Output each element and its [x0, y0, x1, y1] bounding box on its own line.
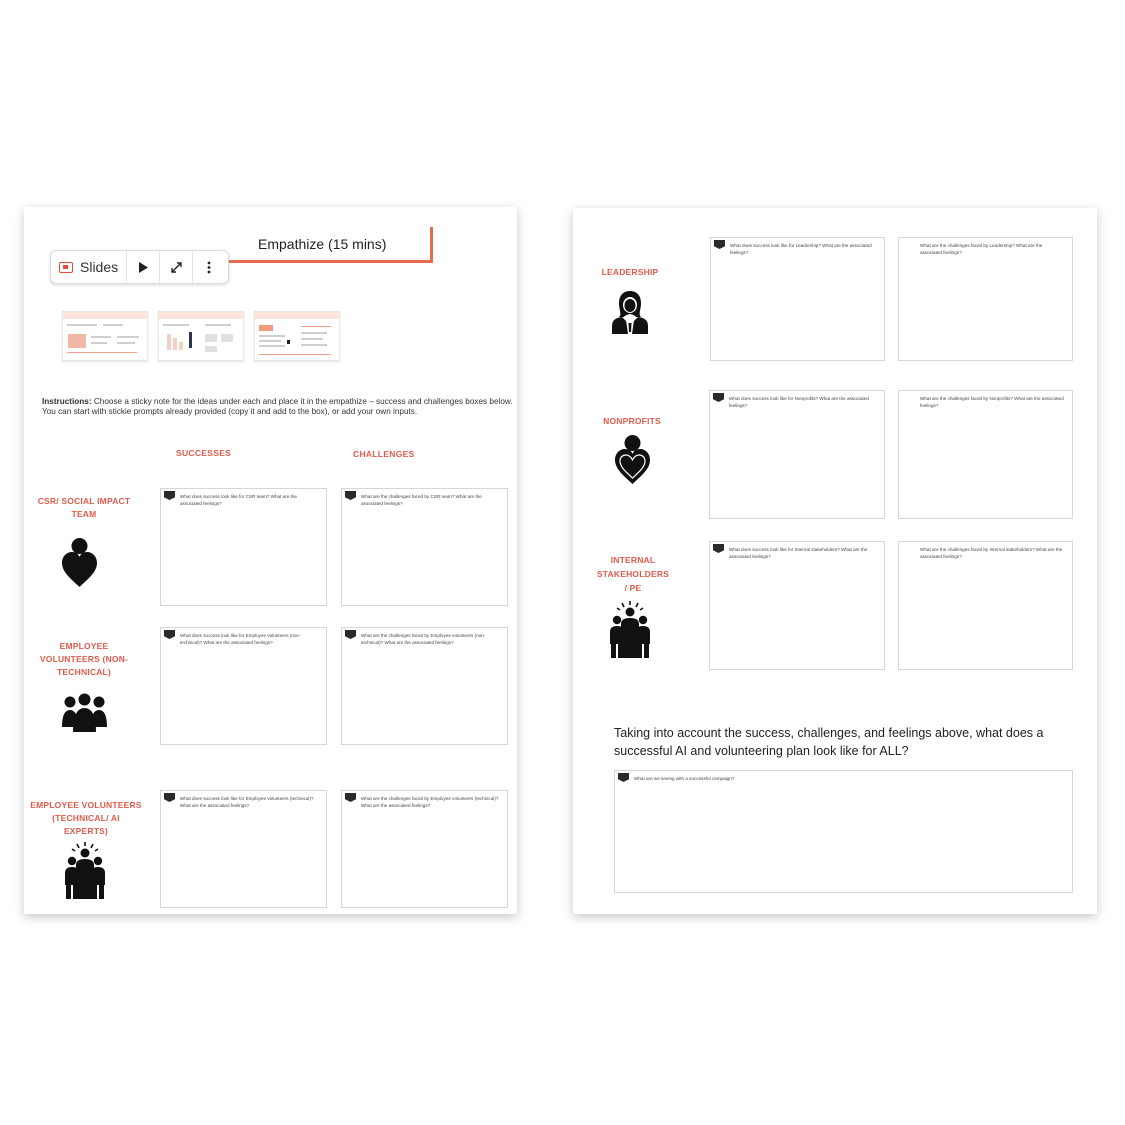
slide-thumbnail-2[interactable] [158, 311, 244, 361]
leader-icon [611, 290, 649, 335]
slides-label: Slides [80, 259, 119, 275]
row-label-nonprofits: NONPROFITS [603, 416, 661, 426]
more-button[interactable] [193, 251, 225, 283]
section-title: Empathize (15 mins) [258, 236, 387, 252]
section-title-box [220, 227, 433, 263]
team-idea-icon [608, 600, 652, 659]
sticky-prompt: What does success look like for Leadership? What are the associated feelings? [730, 243, 872, 255]
sticky-flag-icon [713, 544, 724, 553]
employee-tech-success-box[interactable] [160, 790, 327, 908]
sticky-prompt: What are the challenges faced by Nonprofits? What are the associated feelings? [920, 396, 1064, 408]
row-label-employee-tech: EMPLOYEE VOLUNTEERS (TECHNICAL/ AI EXPERTS) [30, 800, 142, 836]
team-idea-icon [63, 841, 107, 900]
row-label-csr: CSR/ SOCIAL IMPACT TEAM [37, 496, 131, 519]
row-label-internal-stakeholders: INTERNAL STAKEHOLDERS / PE [596, 555, 670, 593]
employee-nontech-success-box[interactable] [160, 627, 327, 745]
instructions-body: Choose a sticky note for the ideas under each and place it in the empathize – success and challenges boxes below. You can start with stickie prompts already provided (copy it and add to the box), or add your own inputs. [42, 397, 513, 416]
sticky-flag-icon [618, 773, 629, 782]
heart-person-icon [614, 434, 651, 485]
expand-icon [170, 261, 183, 274]
sticky-prompt: What are the challenges faced by Employee volunteers (technical)? What are the associated feelings? [361, 796, 499, 808]
successes-heading: SUCCESSES [176, 448, 232, 458]
row-label-employee-nontech: EMPLOYEE VOLUNTEERS (NON- TECHNICAL) [39, 641, 129, 677]
sticky-flag-icon [345, 793, 356, 802]
employee-tech-challenge-box[interactable] [341, 790, 508, 908]
heart-person-icon [61, 537, 98, 588]
sticky-prompt: What are we seeing with a successful campaign? [634, 776, 735, 781]
sticky-prompt: What are the challenges faced by Leadership? What are the associated feelings? [920, 243, 1043, 255]
leadership-success-box[interactable] [710, 237, 885, 361]
challenges-heading: CHALLENGES [353, 449, 415, 459]
nonprofits-challenge-box[interactable] [898, 390, 1073, 519]
sticky-flag-icon [164, 793, 175, 802]
sticky-prompt: What does success look like for Nonprofits? What are the associated feelings? [729, 396, 869, 408]
sticky-prompt: What does success look like for Employee volunteers (technical)? What are the associated feelings? [180, 796, 314, 808]
right-page [573, 208, 1097, 914]
sticky-flag-icon [164, 630, 175, 639]
slides-icon [59, 262, 73, 273]
play-icon [138, 262, 148, 273]
sticky-prompt: What does success look like for CSR team? What are the associated feelings? [180, 494, 297, 506]
final-question: Taking into account the success, challenges, and feelings above, what does a successful AI and volunteering plan look like for ALL? [614, 726, 1044, 758]
nonprofits-success-box[interactable] [709, 390, 885, 519]
group-icon [61, 693, 108, 733]
instructions-text [42, 397, 518, 417]
slide-thumbnail-1[interactable] [62, 311, 148, 361]
leadership-challenge-box[interactable] [898, 237, 1073, 361]
more-vert-icon [207, 261, 211, 274]
row-label-leadership: LEADERSHIP [601, 267, 659, 277]
internal-success-box[interactable] [709, 541, 885, 670]
slides-toolbar [50, 250, 229, 284]
sticky-flag-icon [164, 491, 175, 500]
internal-challenge-box[interactable] [898, 541, 1073, 670]
sticky-prompt: What does success look like for Internal stakeholders? What are the associated feelings? [729, 547, 868, 559]
slides-button[interactable] [51, 251, 127, 283]
left-page [24, 207, 517, 914]
slide-thumbnail-3[interactable] [254, 311, 340, 361]
final-plan-box[interactable] [614, 770, 1073, 893]
csr-challenge-box[interactable] [341, 488, 508, 606]
expand-button[interactable] [160, 251, 193, 283]
sticky-prompt: What are the challenges faced by CSR team? What are the associated feelings? [361, 494, 482, 506]
instructions-heading: Instructions: [42, 397, 92, 406]
sticky-flag-icon [345, 630, 356, 639]
sticky-prompt: What does success look like for Employee volunteers (non-technical)? What are the associated feelings? [180, 633, 301, 645]
sticky-prompt: What are the challenges faced by Internal stakeholders? What are the associated feelings? [920, 547, 1063, 559]
play-button[interactable] [127, 251, 160, 283]
employee-nontech-challenge-box[interactable] [341, 627, 508, 745]
sticky-flag-icon [345, 491, 356, 500]
sticky-flag-icon [714, 240, 725, 249]
csr-success-box[interactable] [160, 488, 327, 606]
sticky-flag-icon [713, 393, 724, 402]
sticky-prompt: What are the challenges faced by Employee volunteers (non-technical)? What are the associated feelings? [361, 633, 486, 645]
